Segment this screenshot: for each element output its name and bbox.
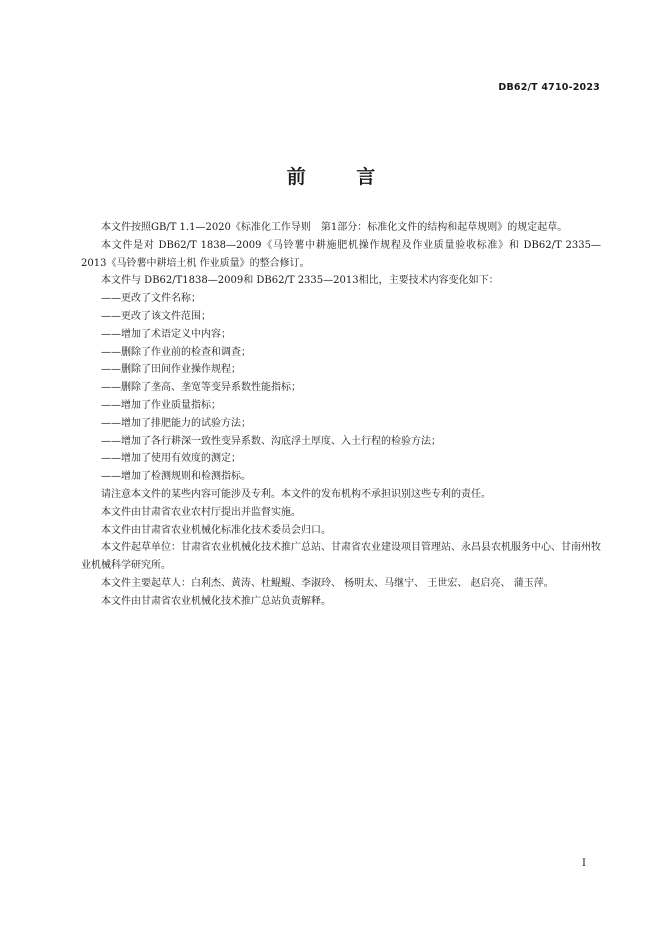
paragraph-drafting-units: 本文件起草单位：甘肃省农业机械化技术推广总站、甘肃省农业建设项目管理站、永昌县农机服务中心、甘南州牧业机械科学研究所。: [81, 542, 601, 572]
change-item: ——增加了各行耕深一致性变异系数、沟底浮土厚度、入土行程的检验方法；: [101, 435, 441, 447]
paragraph-changes-intro: 本文件与 DB62/T1838—2009和 DB62/T 2335—2013相比，主要技术内容变化如下：: [101, 275, 499, 287]
change-item: ——增加了术语定义中内容；: [101, 328, 231, 340]
paragraph-drafting-rules: 本文件按照GB/T 1.1—2020《标准化工作导则 第1部分：标准化文件的结构和起草规则》的规定起草。: [101, 222, 568, 233]
page-number: I: [582, 858, 586, 869]
change-item: ——删除了垄高、垄宽等变异系数性能指标；: [101, 382, 301, 394]
page-title: 前 言: [286, 166, 398, 188]
paragraph-interpretation: 本文件由甘肃省农业机械化技术推广总站负责解释。: [101, 595, 331, 607]
paragraph-patent-notice: 请注意本文件的某些内容可能涉及专利。本文件的发布机构不承担识别这些专利的责任。: [101, 488, 491, 500]
foreword-body: [81, 219, 601, 611]
paragraph-revision-basis: 本文件是对 DB62/T 1838—2009《马铃薯中耕施肥机操作规程及作业质量验收标准》和 DB62/T 2335—2013《马铃薯中耕培土机 作业质量》的整合修订。: [81, 239, 601, 269]
change-item: ——更改了该文件范围；: [101, 310, 211, 322]
change-item: ——增加了作业质量指标；: [101, 399, 221, 411]
paragraph-drafters: 本文件主要起草人：白利杰、黄涛、杜鲲鲲、李淑玲、 杨明太、马继宁、 王世宏、 赵启亮、 蒲玉萍。: [101, 577, 554, 589]
change-item: ——增加了排肥能力的试验方法；: [101, 417, 251, 429]
change-item: ——增加了检测规则和检测指标。: [101, 471, 251, 483]
paragraph-proposer: 本文件由甘肃省农业农村厅提出并监督实施。: [101, 506, 301, 518]
document-code: DB62/T 4710-2023: [498, 82, 600, 93]
change-item: ——更改了文件名称；: [101, 293, 201, 305]
change-item: ——删除了田间作业操作规程；: [101, 364, 241, 376]
change-item: ——增加了使用有效度的测定；: [101, 453, 241, 465]
change-item: ——删除了作业前的检查和调查；: [101, 346, 251, 358]
paragraph-committee: 本文件由甘肃省农业机械化标准化技术委员会归口。: [101, 524, 331, 536]
